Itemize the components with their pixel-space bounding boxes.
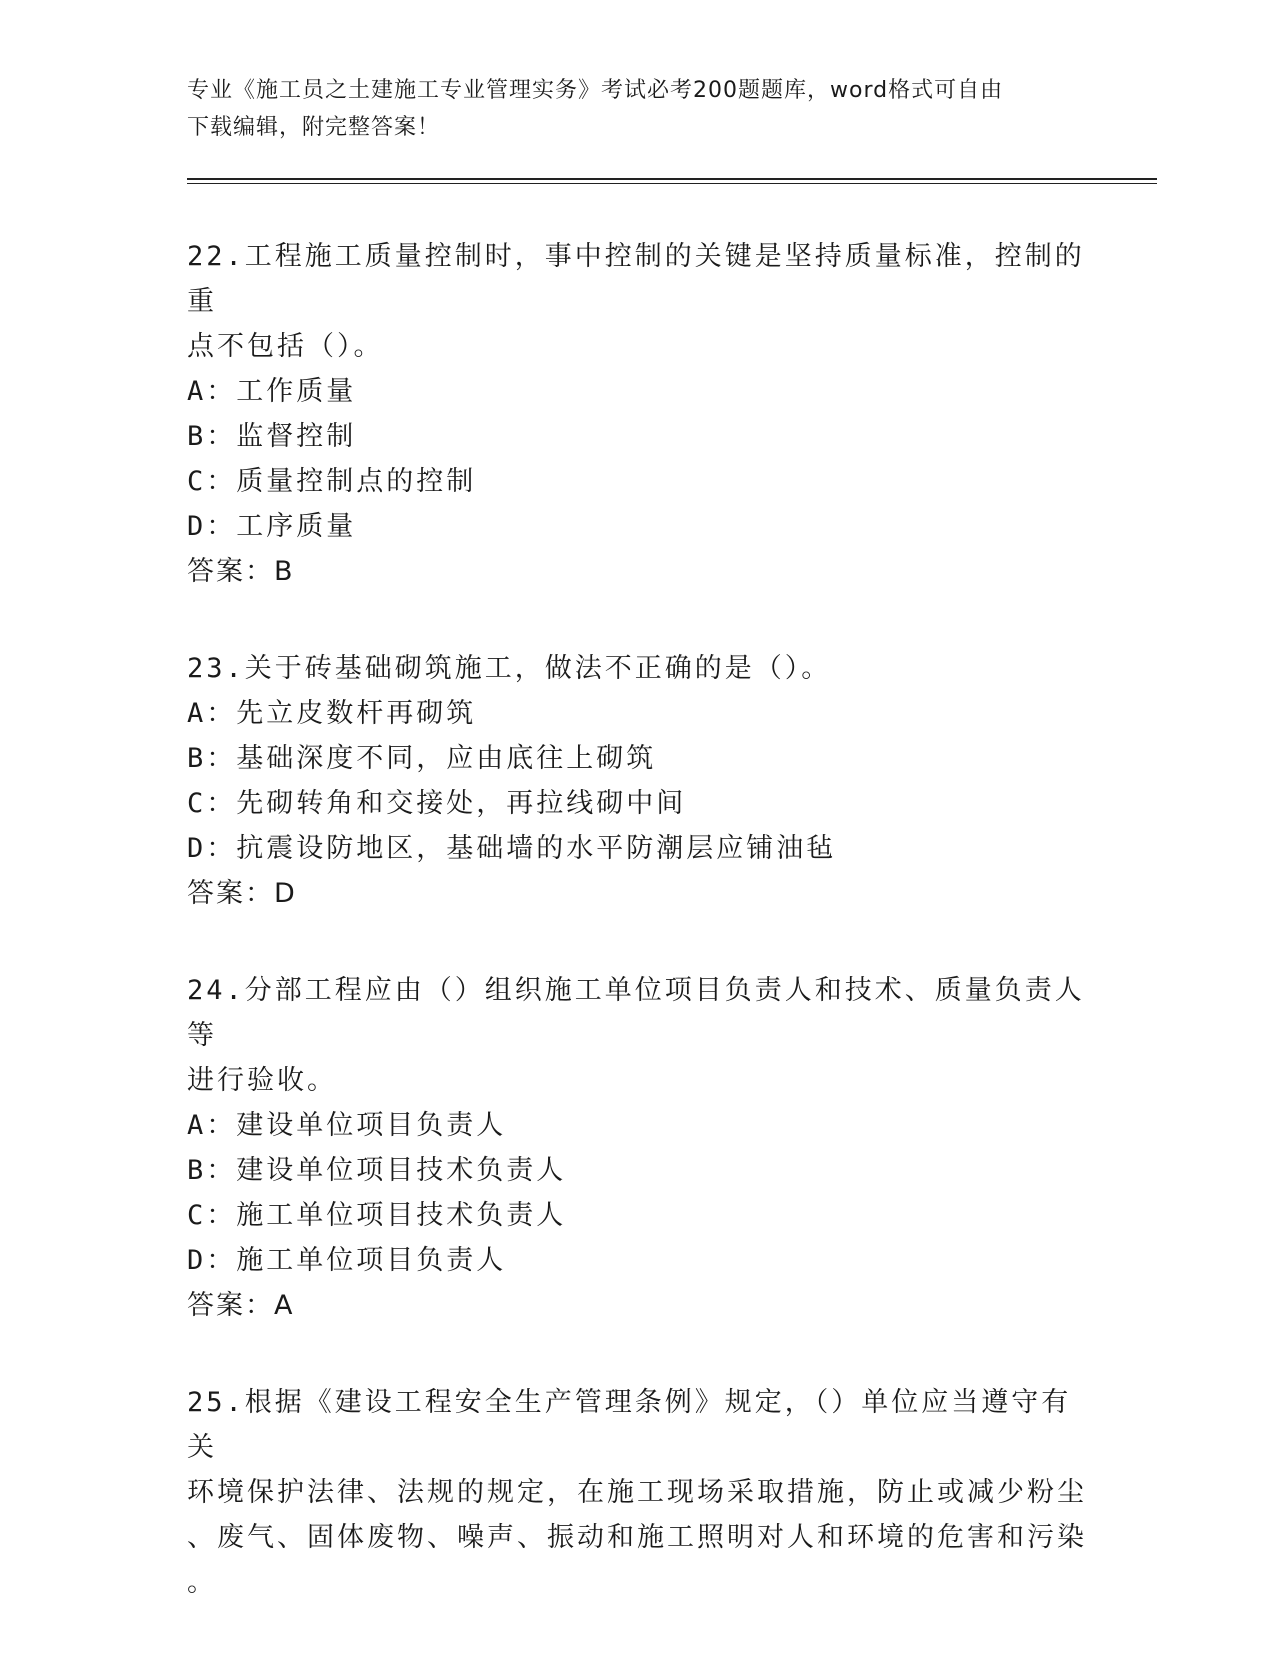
option-a: A：先立皮数杆再砌筑: [187, 698, 477, 729]
stem-line: 24.分部工程应由（）组织施工单位项目负责人和技术、质量负责人等: [187, 975, 1085, 1051]
document-header: [187, 72, 1087, 146]
answer: 答案：A: [187, 1290, 295, 1321]
stem-line: 进行验收。: [187, 1065, 337, 1096]
question-list: [187, 234, 1087, 1657]
header-divider-thick: [187, 178, 1157, 180]
stem-line: 环境保护法律、法规的规定，在施工现场采取措施，防止或减少粉尘: [187, 1477, 1087, 1508]
question-stem: [187, 968, 1087, 1103]
option-d: D：施工单位项目负责人: [187, 1245, 507, 1276]
header-line-2: 下载编辑，附完整答案！: [187, 115, 441, 140]
stem-line: 22.工程施工质量控制时，事中控制的关键是坚持质量标准，控制的重: [187, 241, 1085, 317]
question-22: [187, 234, 1087, 594]
stem-line: 23.关于砖基础砌筑施工，做法不正确的是（）。: [187, 653, 832, 684]
header-divider-thin: [187, 183, 1157, 184]
option-b: B：监督控制: [187, 421, 357, 452]
question-stem: [187, 646, 1087, 691]
stem-line: 点不包括（）。: [187, 331, 384, 362]
option-c: C：先砌转角和交接处，再拉线砌中间: [187, 788, 687, 819]
option-b: B：建设单位项目技术负责人: [187, 1155, 567, 1186]
question-24: [187, 968, 1087, 1328]
stem-line: 、废气、固体废物、噪声、振动和施工照明对人和环境的危害和污染: [187, 1522, 1087, 1553]
question-stem: [187, 234, 1087, 369]
stem-line: 25.根据《建设工程安全生产管理条例》规定，（）单位应当遵守有关: [187, 1387, 1072, 1463]
answer: 答案：B: [187, 556, 295, 587]
header-line-1: 专业《施工员之土建施工专业管理实务》考试必考200题题库，word格式可自由: [187, 78, 1004, 103]
option-c: C：质量控制点的控制: [187, 466, 477, 497]
question-23: [187, 646, 1087, 916]
option-a: A：工作质量: [187, 376, 357, 407]
option-d: D：抗震设防地区，基础墙的水平防潮层应铺油毡: [187, 833, 837, 864]
option-b: B：基础深度不同，应由底往上砌筑: [187, 743, 657, 774]
stem-line: 。: [187, 1567, 217, 1598]
option-d: D：工序质量: [187, 511, 357, 542]
question-stem: [187, 1380, 1087, 1605]
option-a: A：建设单位项目负责人: [187, 1110, 507, 1141]
option-c: C：施工单位项目技术负责人: [187, 1200, 567, 1231]
answer: 答案：D: [187, 878, 297, 909]
question-25: [187, 1380, 1087, 1605]
